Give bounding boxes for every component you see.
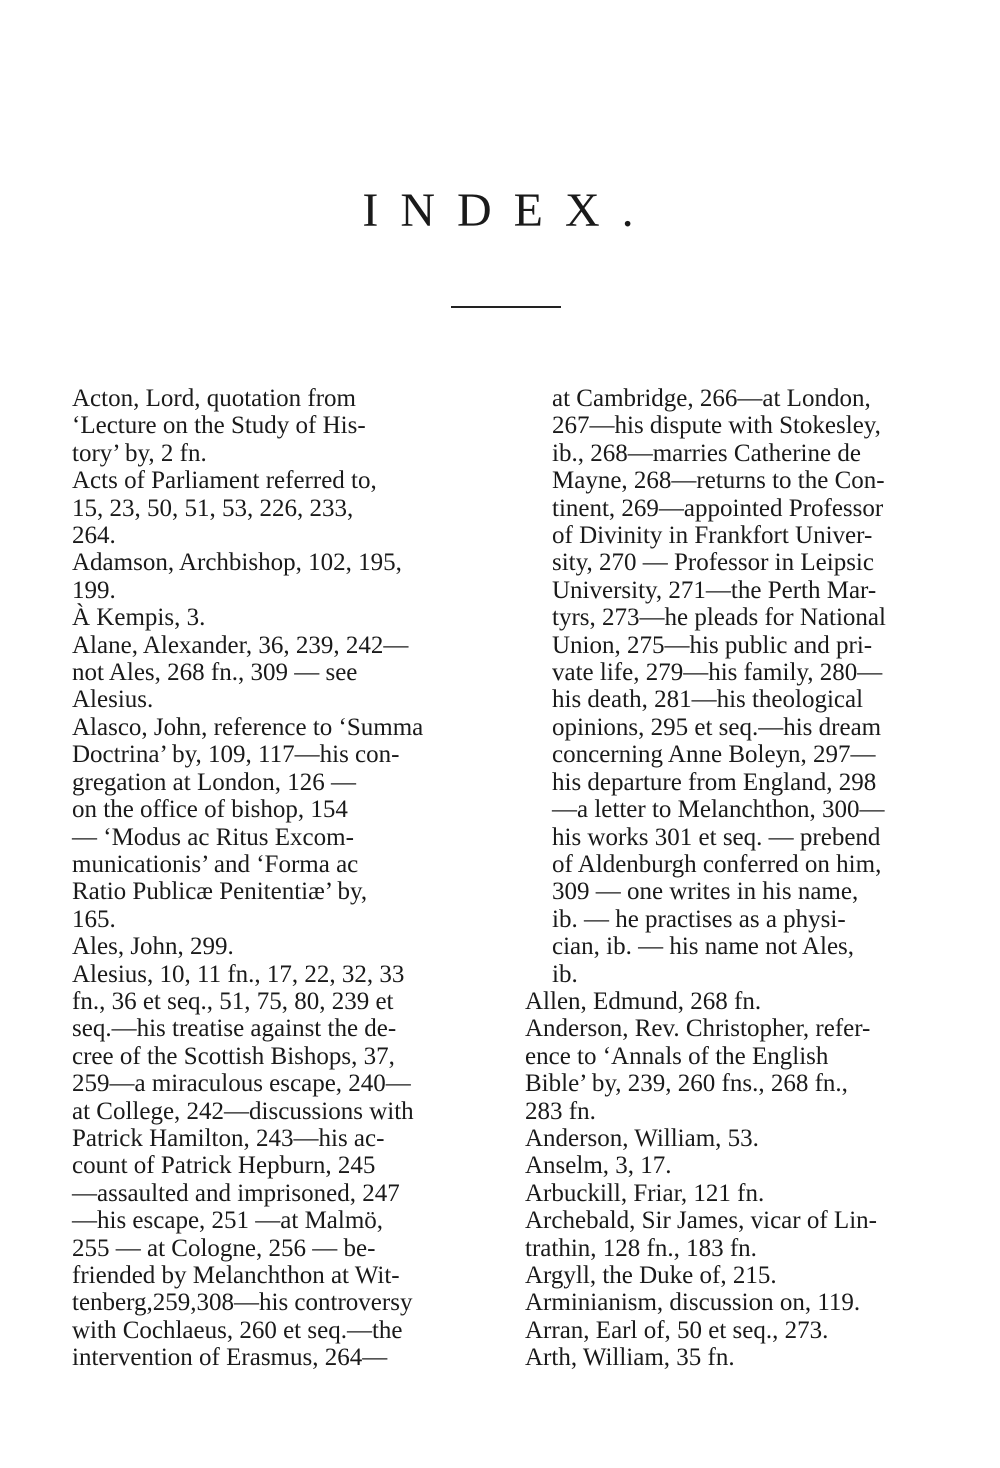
entry-line: 165. — [72, 905, 116, 933]
index-entry — [72, 933, 496, 960]
entry-line: ‘Lecture on the Study of His- — [72, 412, 366, 440]
entry-line: tory’ by, 2 fn. — [72, 439, 207, 467]
entry-line: 15, 23, 50, 51, 53, 226, 233, — [72, 494, 354, 522]
entry-line: his works 301 et seq. — prebend — [552, 823, 881, 851]
entry-line: Anderson, Rev. Christopher, refer- — [525, 1015, 871, 1043]
entry-line: on the office of bishop, 154 — [72, 796, 348, 824]
entry-line: ib. — he practises as a physi- — [552, 905, 846, 933]
index-entry — [525, 1262, 945, 1289]
entry-line: Mayne, 268—returns to the Con- — [552, 467, 885, 495]
index-column-left — [72, 385, 496, 1372]
entry-line: of Divinity in Frankfort Univer- — [552, 522, 873, 550]
entry-line: —his escape, 251 —at Malmö, — [72, 1207, 384, 1235]
entry-line: Union, 275—his public and pri- — [552, 631, 873, 659]
entry-line: Anderson, William, 53. — [525, 1124, 759, 1152]
entry-line: À Kempis, 3. — [72, 604, 206, 632]
index-entry — [72, 385, 496, 467]
entry-line: 259—a miraculous escape, 240— — [72, 1070, 411, 1098]
index-entry — [525, 1207, 945, 1262]
entry-line: Argyll, the Duke of, 215. — [525, 1262, 777, 1289]
entry-line: Allen, Edmund, 268 fn. — [525, 987, 762, 1015]
index-entry — [72, 467, 496, 549]
entry-line: — ‘Modus ac Ritus Excom- — [72, 823, 354, 851]
index-entry — [72, 604, 496, 631]
entry-line: trathin, 128 fn., 183 fn. — [525, 1234, 757, 1262]
index-entry — [72, 961, 496, 1372]
entry-line: municationis’ and ‘Forma ac — [72, 850, 359, 878]
entry-line: count of Patrick Hepburn, 245 — [72, 1152, 376, 1180]
entry-line: not Ales, 268 fn., 309 — see — [72, 659, 358, 687]
index-entry — [525, 1317, 945, 1344]
entry-line: Alane, Alexander, 36, 239, 242— — [72, 631, 409, 659]
entry-line: his departure from England, 298 — [552, 768, 877, 796]
entry-line: tenberg,259,308—his controversy — [72, 1289, 413, 1317]
entry-line: Alesius, 10, 11 fn., 17, 22, 32, 33 — [72, 960, 405, 988]
entry-line: Acts of Parliament referred to, — [72, 467, 377, 495]
entry-line: gregation at London, 126 — — [72, 768, 356, 796]
entry-line: fn., 36 et seq., 51, 75, 80, 239 et — [72, 987, 394, 1015]
index-entry — [525, 1289, 945, 1316]
entry-line: Alasco, John, reference to ‘Summa — [72, 713, 424, 741]
entry-line: Doctrina’ by, 109, 117—his con- — [72, 741, 400, 769]
entry-line: of Aldenburgh conferred on him, — [552, 850, 882, 878]
page-title: INDEX. — [362, 184, 656, 237]
entry-line: cree of the Scottish Bishops, 37, — [72, 1042, 395, 1070]
entry-line: 283 fn. — [525, 1097, 596, 1125]
entry-line: intervention of Erasmus, 264— — [72, 1344, 388, 1372]
entry-line: 267—his dispute with Stokesley, — [552, 412, 881, 440]
entry-line: Ales, John, 299. — [72, 933, 234, 961]
index-column-right — [525, 385, 945, 1372]
entry-line: Adamson, Archbishop, 102, 195, — [72, 549, 402, 577]
entry-line: sity, 270 — Professor in Leipsic — [552, 549, 874, 577]
index-entry — [525, 1344, 945, 1371]
index-entry — [525, 1015, 945, 1125]
entry-line: 264. — [72, 522, 116, 550]
entry-line: opinions, 295 et seq.—his dream — [552, 713, 882, 741]
entry-line: tinent, 269—appointed Professor — [552, 494, 884, 522]
entry-line: Bible’ by, 239, 260 fns., 268 fn., — [525, 1070, 848, 1098]
entry-line: Arminianism, discussion on, 119. — [525, 1289, 861, 1317]
entry-line: tyrs, 273—he pleads for National — [552, 604, 886, 632]
entry-line: Acton, Lord, quotation from — [72, 385, 356, 412]
entry-line: Archebald, Sir James, vicar of Lin- — [525, 1207, 877, 1235]
entry-line: 309 — one writes in his name, — [552, 878, 859, 906]
entry-line: friended by Melanchthon at Wit- — [72, 1262, 400, 1289]
entry-line: 255 — at Cologne, 256 — be- — [72, 1234, 376, 1262]
entry-line: ib. — [552, 960, 578, 988]
entry-line: University, 271—the Perth Mar- — [552, 576, 877, 604]
entry-line: with Cochlaeus, 260 et seq.—the — [72, 1316, 403, 1344]
entry-line: Anselm, 3, 17. — [525, 1152, 672, 1180]
index-entry — [72, 549, 496, 604]
index-entry — [72, 714, 496, 933]
index-entry — [525, 1152, 945, 1179]
entry-line: his death, 281—his theological — [552, 686, 864, 714]
entry-line: concerning Anne Boleyn, 297— — [552, 741, 876, 769]
entry-line: vate life, 279—his family, 280— — [552, 659, 883, 687]
entry-line: ence to ‘Annals of the English — [525, 1042, 829, 1070]
entry-line: —assaulted and imprisoned, 247 — [72, 1179, 400, 1207]
entry-line: 199. — [72, 576, 116, 604]
entry-line: at College, 242—discussions with — [72, 1097, 414, 1125]
entry-line: seq.—his treatise against the de- — [72, 1015, 397, 1043]
index-entry — [525, 1180, 945, 1207]
entry-line: Arbuckill, Friar, 121 fn. — [525, 1179, 765, 1207]
entry-line: Ratio Publicæ Penitentiæ’ by, — [72, 878, 368, 906]
index-entry — [72, 632, 496, 714]
entry-line: Arran, Earl of, 50 et seq., 273. — [525, 1316, 829, 1344]
entry-line: ib., 268—marries Catherine de — [552, 439, 861, 467]
index-entry — [525, 1125, 945, 1152]
entry-line: Alesius. — [72, 686, 154, 714]
entry-line: cian, ib. — his name not Ales, — [552, 933, 855, 961]
entry-line: —a letter to Melanchthon, 300— — [552, 796, 885, 824]
entry-line: at Cambridge, 266—at London, — [552, 385, 871, 412]
entry-line: Arth, William, 35 fn. — [525, 1344, 735, 1372]
entry-line: Patrick Hamilton, 243—his ac- — [72, 1124, 385, 1152]
index-entry — [525, 988, 945, 1015]
index-entry-continuation — [525, 385, 945, 988]
title-divider — [451, 306, 561, 308]
